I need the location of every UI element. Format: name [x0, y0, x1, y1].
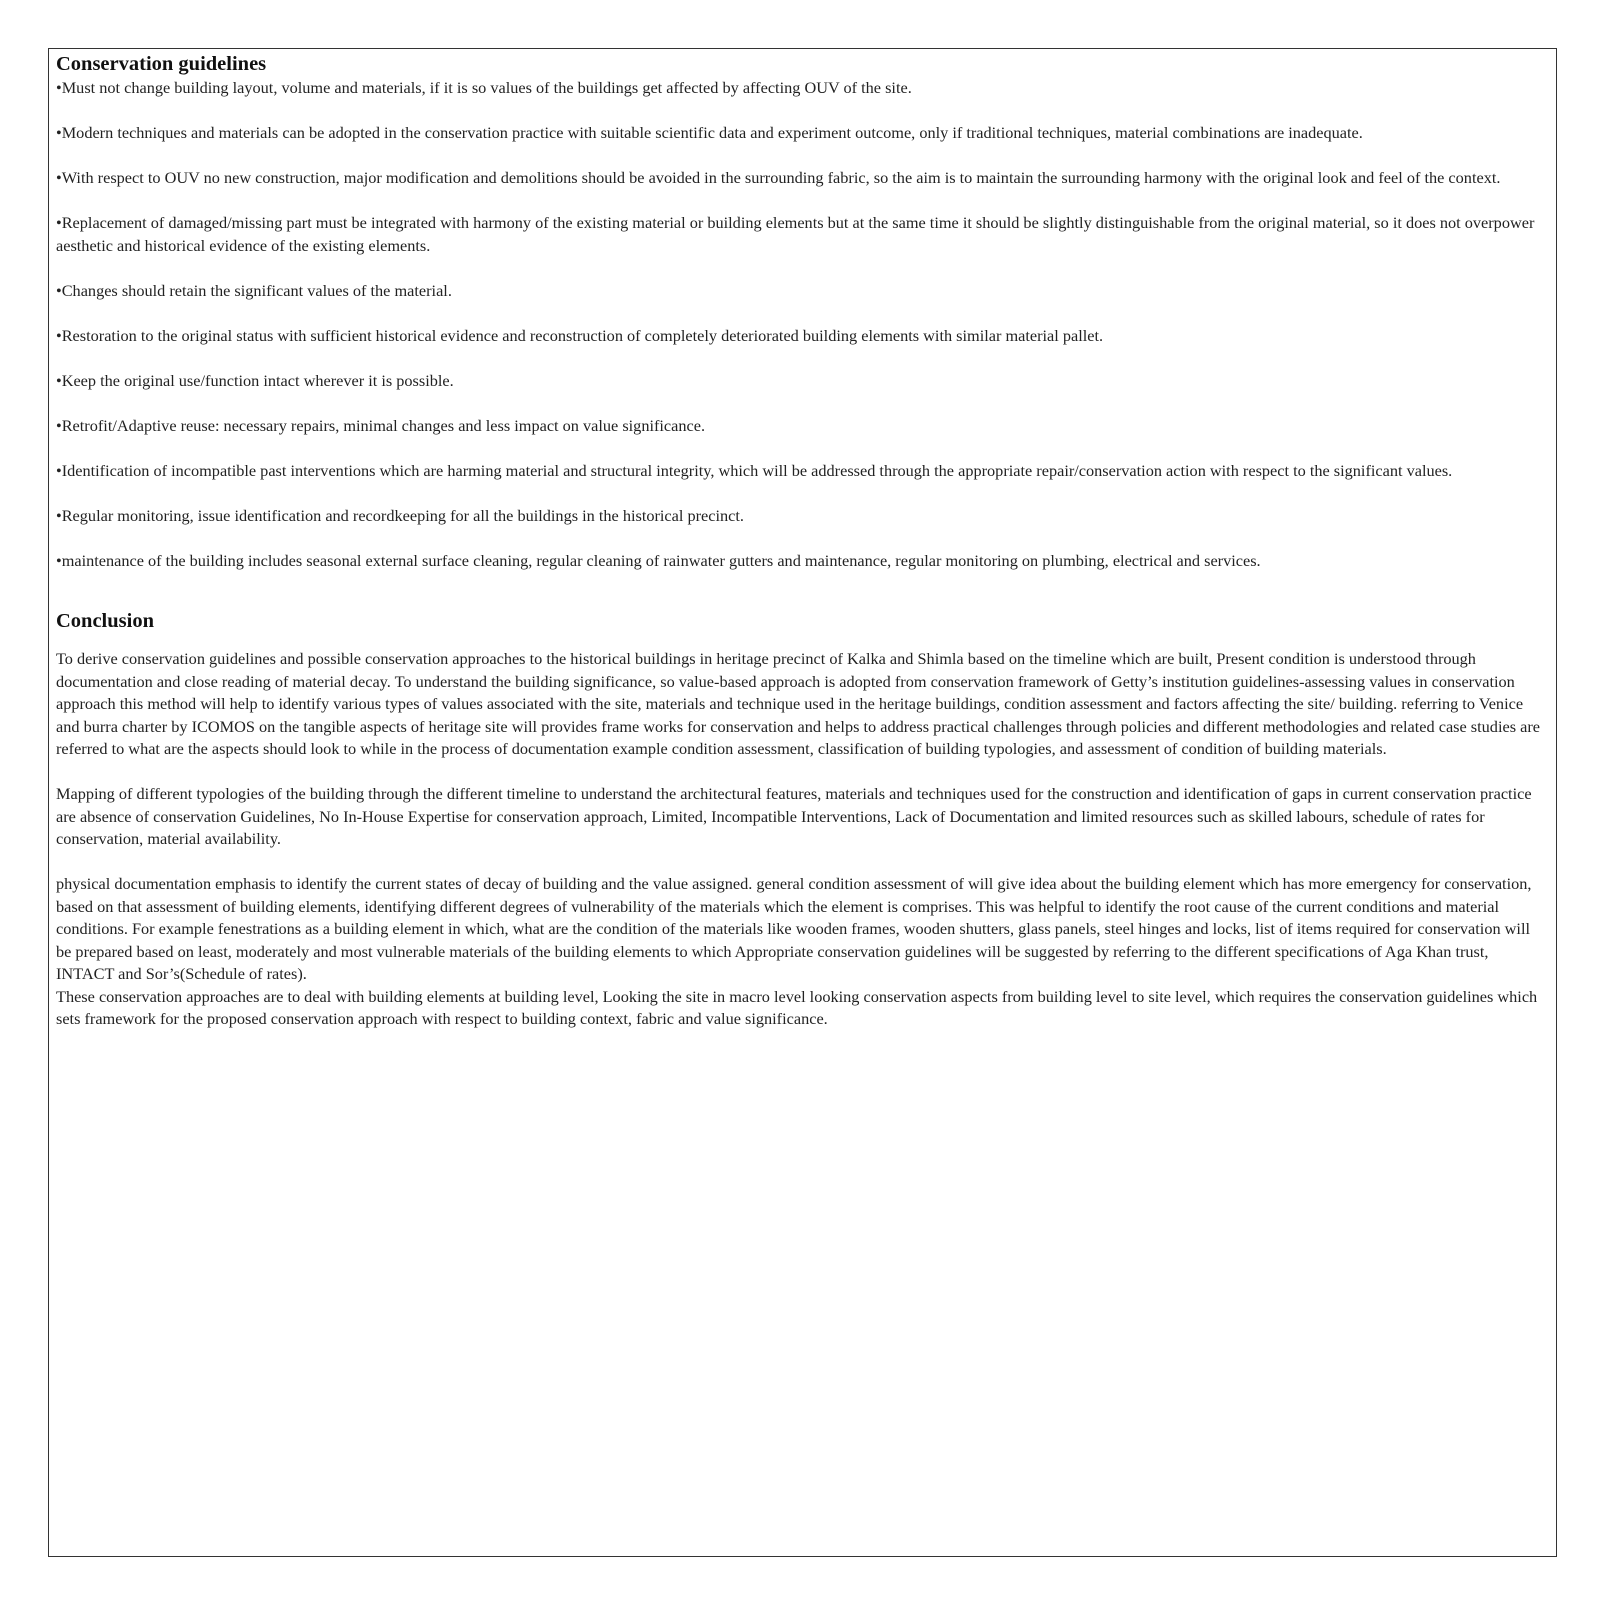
- guideline-item: •maintenance of the building includes seasonal external surface cleaning, regular cleaning of rainwater gutters and maintenance, regular monitoring on plumbing, electrical and services.: [56, 550, 1261, 570]
- guideline-item: •Retrofit/Adaptive reuse: necessary repairs, minimal changes and less impact on value significance.: [56, 415, 706, 435]
- guidelines-list: [56, 77, 1546, 572]
- guideline-item: •Identification of incompatible past interventions which are harming material and structural integrity, which will be addressed through the appropriate repair/conservation action with respect to the significant values.: [56, 460, 1453, 480]
- guideline-item: •Restoration to the original status with sufficient historical evidence and reconstruction of completely deteriorated building elements with similar material pallet.: [56, 325, 1104, 345]
- guideline-item: •With respect to OUV no new construction, major modification and demolitions should be avoided in the surrounding fabric, so the aim is to maintain the surrounding harmony with the original look and feel of the context.: [56, 168, 1501, 187]
- page-content: [56, 51, 1546, 1031]
- guideline-item: •Must not change building layout, volume and materials, if it is so values of the buildings get affected by affecting OUV of the site.: [56, 78, 912, 97]
- page-frame: [48, 48, 1557, 1557]
- conclusion-paragraph: Mapping of different typologies of the building through the different timeline to understand the architectural features, materials and techniques used for the construction and identification of gaps in current conservation practice are absence of conservation Guidelines, No In-House Expertise for conservation approach, Limited, Incompatible Interventions, Lack of Documentation and limited resources such as skilled labours, schedule of rates for conservation, material availability.: [56, 784, 1532, 848]
- conclusion-paragraph: To derive conservation guidelines and possible conservation approaches to the historical buildings in heritage precinct of Kalka and Shimla based on the timeline which are built, Present condition is understood through documentation and close reading of material decay. To understand the building significance, so value-based approach is adopted from conservation framework of Getty’s institution guidelines-assessing values in conservation approach this method will help to identify various types of values associated with the site, materials and technique used in the heritage buildings, condition assessment and factors affecting the site/ building. referring to Venice and burra charter by ICOMOS on the tangible aspects of heritage site will provides frame works for conservation and helps to address practical challenges through policies and different methodologies and related case studies are referred to what are the aspects should look to while in the process of documentation example condition assessment, classification of building typologies, and assessment of condition of building materials.: [56, 649, 1540, 758]
- guideline-item: •Keep the original use/function intact wherever it is possible.: [56, 370, 454, 390]
- conclusion-heading: Conclusion: [56, 610, 154, 632]
- guideline-item: •Modern techniques and materials can be adopted in the conservation practice with suitable scientific data and experiment outcome, only if traditional techniques, material combinations are inadequate.: [56, 123, 1363, 142]
- guideline-item: •Changes should retain the significant values of the material.: [56, 280, 452, 300]
- conclusion-paragraph: These conservation approaches are to deal with building elements at building level, Looking the site in macro level looking conservation aspects from building level to site level, which requires the conservation guidelines which sets framework for the proposed conservation approach with respect to building context, fabric and value significance.: [56, 986, 1538, 1028]
- guideline-item: •Replacement of damaged/missing part must be integrated with harmony of the existing material or building elements but at the same time it should be slightly distinguishable from the original material, so it does not overpower aesthetic and historical evidence of the existing elements.: [56, 213, 1535, 255]
- guideline-item: •Regular monitoring, issue identification and recordkeeping for all the buildings in the historical precinct.: [56, 505, 744, 525]
- guidelines-heading: Conservation guidelines: [56, 53, 267, 75]
- conclusion-paragraph: physical documentation emphasis to identify the current states of decay of building and the value assigned. general condition assessment of will give idea about the building element which has more emergency for conservation, based on that assessment of building elements, identifying different degrees of vulnerability of the materials which the element is comprises. This was helpful to identify the root cause of the current conditions and material conditions. For example fenestrations as a building element in which, what are the condition of the materials like wooden frames, wooden shutters, glass panels, steel hinges and locks, list of items required for conservation will be prepared based on least, moderately and most vulnerable materials of the building elements to which Appropriate conservation guidelines will be suggested by referring to the different specifications of Aga Khan trust, INTACT and Sor’s(Schedule of rates).: [56, 874, 1532, 983]
